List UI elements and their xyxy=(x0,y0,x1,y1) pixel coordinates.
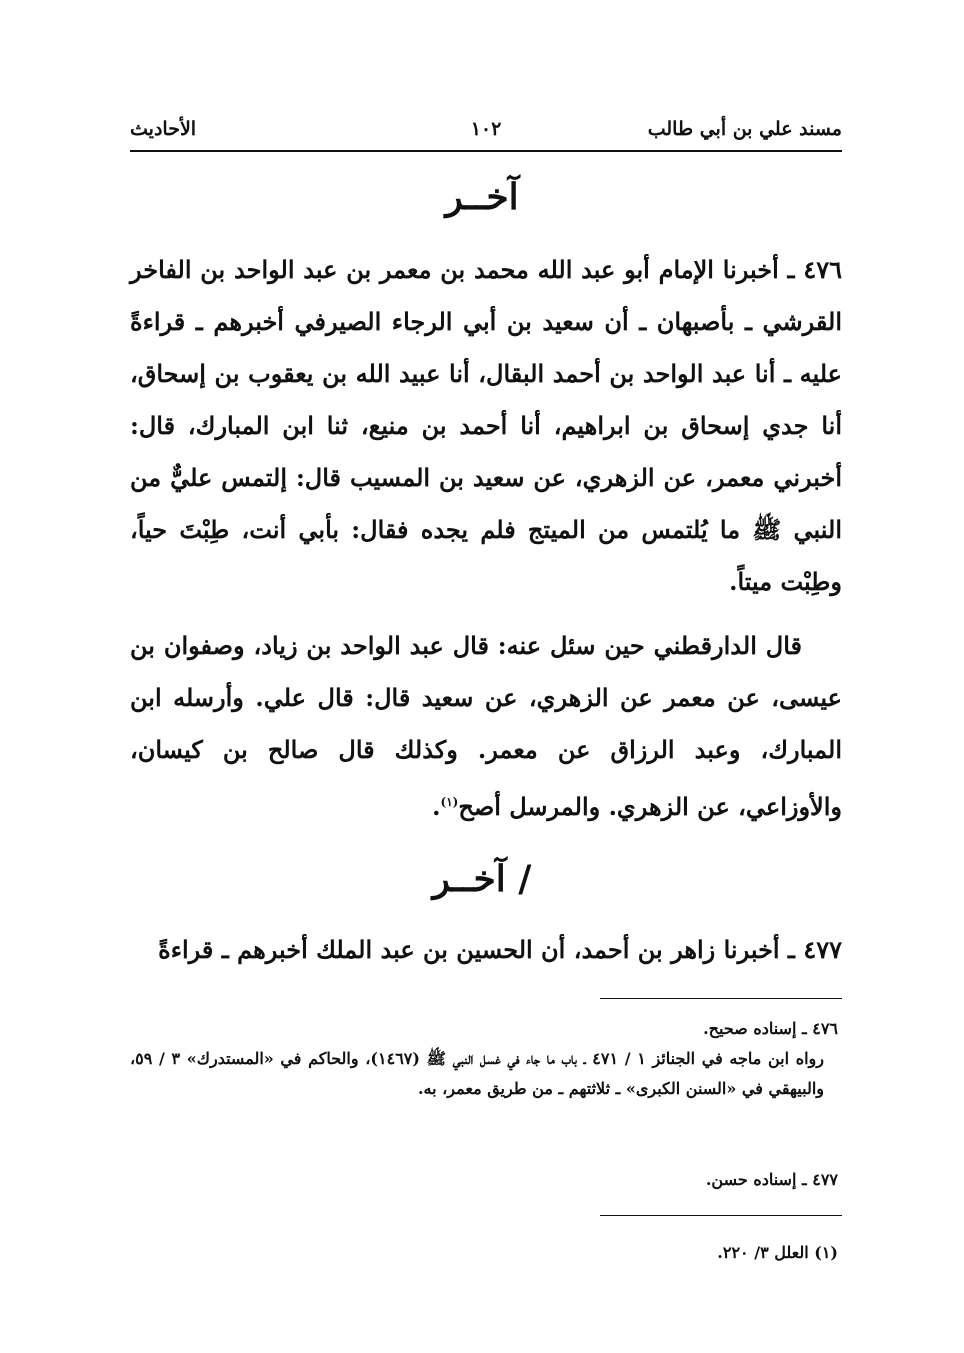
footnote-477-text: ٤٧٧ ـ إسناده حسن. xyxy=(705,1170,838,1189)
header-rule xyxy=(130,150,842,152)
page-number: ١٠٢ xyxy=(470,118,502,140)
footnote-1-text: (١) العلل ٣/ ٢٢٠. xyxy=(717,1243,838,1262)
commentary-text: قال الدارقطني حين سئل عنه: قال عبد الواحد بن زياد، وصفوان بن عيسى، عن معمر عن الزهري، عن سعيد قال: قال علي. وأرسله ابن المبارك، وعبد الرزاق عن معمر. وكذلك قال صالح بن كيسان، والأوزاعي، عن الزهري. والمرسل أصح xyxy=(130,631,842,821)
hadith-number: ٤٧٦ xyxy=(803,255,843,284)
header-section-title: الأحاديث xyxy=(130,118,197,140)
footnote-476 xyxy=(130,1014,842,1104)
hadith-477: ٤٧٧ ـ أخبرنا زاهر بن أحمد، أن الحسين بن عبد الملك أخبرهم ـ قراءةً xyxy=(158,935,842,964)
section-title-1: آخــر xyxy=(445,176,519,218)
footnote-rule xyxy=(600,998,842,999)
running-header xyxy=(130,112,842,146)
footnote-476-body: رواه ابن ماجه في الجنائز ١ / ٤٧١ ـ باب ما جاء في غسل النبي ﷺ (١٤٦٧)، والحاكم في «المستدرك» ٣ / ٥٩، والبيهقي في «السنن الكبرى» ـ ثلاثتهم ـ من طريق معمر، به. xyxy=(130,1049,825,1098)
section-title-2: / آخــر xyxy=(432,858,532,900)
hadith-text: أخبرنا الإمام أبو عبد الله محمد بن معمر بن عبد الواحد بن الفاخر القرشي ـ بأصبهان ـ أن سعيد بن أبي الرجاء الصيرفي أخبرهم ـ قراءةً عليه ـ أنا عبد الواحد بن أحمد البقال، أنا عبيد الله بن يعقوب بن إسحاق، أنا جدي إسحاق بن ابراهيم، أنا أحمد بن منيع، ثنا ابن المبارك، قال: أخبرني معمر، عن الزهري، عن سعيد بن المسيب قال: إلتمس عليٌّ من النبي ﷺ ما يُلتمس من الميتج فلم يجده فقال: بأبي أنت، طِبْتَ حياً، وطِبْت ميتاً. xyxy=(130,255,843,596)
footnote-1 xyxy=(130,1238,842,1268)
hadith-number: ٤٧٧ xyxy=(803,935,842,964)
footnote-476-head: ٤٧٦ ـ إسناده صحيح. xyxy=(703,1019,838,1038)
hadith-text: أخبرنا زاهر بن أحمد، أن الحسين بن عبد الملك أخبرهم ـ قراءةً xyxy=(158,935,780,964)
hadith-476-commentary: قال الدارقطني حين سئل عنه: قال عبد الواحد بن زياد، وصفوان بن عيسى، عن معمر عن الزهري، عن سعيد قال: قال علي. وأرسله ابن المبارك، وعبد الرزاق عن معمر. وكذلك قال صالح بن كيسان، والأوزاعي، عن الزهري. والمرسل أصح$^{(١)}$. xyxy=(130,631,842,821)
footnote-477 xyxy=(130,1165,842,1195)
footnote-rule-2 xyxy=(600,1215,842,1216)
hadith-476: ٤٧٦ ـ أخبرنا الإمام أبو عبد الله محمد بن معمر بن عبد الواحد بن الفاخر القرشي ـ بأصبهان ـ أن سعيد بن أبي الرجاء الصيرفي أخبرهم ـ قراءةً عليه ـ أنا عبد الواحد بن أحمد البقال، أنا عبيد الله بن يعقوب بن إسحاق، أنا جدي إسحاق بن ابراهيم، أنا أحمد بن منيع، ثنا ابن المبارك، قال: أخبرني معمر، عن الزهري، عن سعيد بن المسيب قال: إلتمس عليٌّ من النبي ﷺ ما يُلتمس من الميتج فلم يجده فقال: بأبي أنت، طِبْتَ حياً، وطِبْت ميتاً. xyxy=(130,255,843,596)
header-book-title: مسند علي بن أبي طالب xyxy=(647,118,842,140)
footnote-marker: (١) xyxy=(440,795,459,809)
